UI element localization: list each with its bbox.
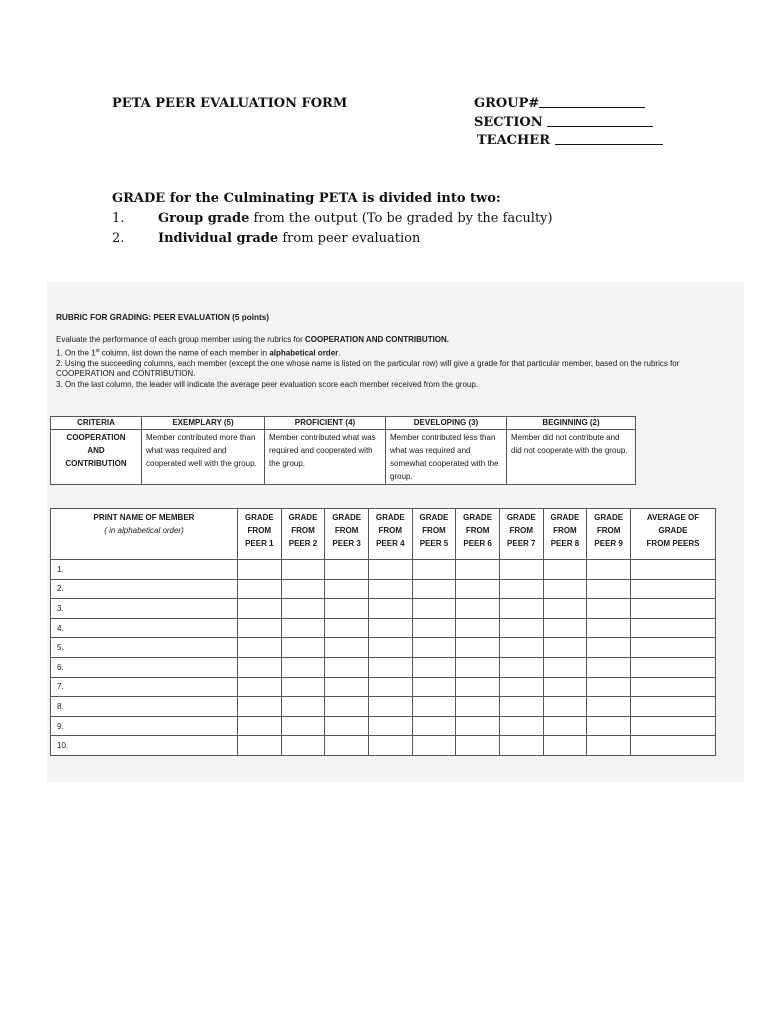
grade-item-bold: Individual grade [158,231,279,246]
instruction-text: Evaluate the performance of each group member using the rubrics for [56,335,306,344]
rubric-header: DEVELOPING (3) [386,417,507,430]
peer-grade-cell[interactable] [281,677,325,697]
grade-item [112,229,553,249]
peer-column-header [543,509,587,560]
criteria-cell [51,430,142,485]
table-row [51,736,716,756]
peer-header-line: FROM [465,526,490,535]
peer-grade-cell[interactable] [238,716,282,736]
group-field[interactable] [474,95,663,114]
peer-grade-cell[interactable] [325,579,369,599]
peer-grade-cell[interactable] [412,677,456,697]
member-name-cell[interactable]: 1. [51,560,238,580]
form-title: PETA PEER EVALUATION FORM [112,96,348,111]
criteria-line: AND [87,446,105,455]
peer-column-header [325,509,369,560]
peer-grade-cell[interactable] [412,736,456,756]
peer-header-line: FROM [247,526,272,535]
rubric-cell: Member contributed less than what was required and somewhat cooperated with the group. [386,430,507,485]
rubric-title: RUBRIC FOR GRADING: PEER EVALUATION (5 points) [56,313,270,322]
peer-grade-cell[interactable] [543,638,587,658]
peer-column-header [238,509,282,560]
peer-grade-cell[interactable] [543,657,587,677]
peer-grade-cell[interactable] [368,677,412,697]
peer-grade-cell[interactable] [587,677,631,697]
peer-grade-cell[interactable] [281,599,325,619]
peer-grade-cell[interactable] [499,560,543,580]
peer-grade-cell[interactable] [325,697,369,717]
peer-header-line: GRADE [419,513,449,522]
peer-grade-cell[interactable] [587,560,631,580]
peer-header-line: GRADE [594,513,624,522]
member-name-cell[interactable]: 4. [51,618,238,638]
peer-grade-cell[interactable] [456,560,500,580]
average-column-header [631,509,716,560]
peer-header-line: FROM [291,526,315,535]
member-name-cell[interactable]: 7. [51,677,238,697]
peer-grade-cell[interactable] [412,638,456,658]
peer-grade-cell[interactable] [238,599,282,619]
section-field[interactable] [474,114,663,133]
table-row [51,618,716,638]
name-header-sub: ( in alphabetical order) [104,526,184,535]
table-row [51,560,716,580]
table-row [51,579,716,599]
rubric-header: BEGINNING (2) [507,417,636,430]
teacher-label: TEACHER [477,133,551,148]
peer-grade-cell[interactable] [543,579,587,599]
grade-info [112,189,553,249]
rubric-row [51,430,636,485]
peer-grade-cell[interactable] [325,736,369,756]
peer-grade-cell[interactable] [543,560,587,580]
peer-grade-cell[interactable] [281,579,325,599]
instruction-bold: alphabetical order [269,348,339,358]
peer-grade-cell[interactable] [325,560,369,580]
peer-header-line: PEER 1 [245,539,274,548]
peer-header-line: FROM [422,526,446,535]
peer-grade-cell[interactable] [412,579,456,599]
average-grade-cell[interactable] [631,579,716,599]
grade-item-number: 2. [112,231,125,246]
peer-grade-cell[interactable] [238,618,282,638]
teacher-blank[interactable] [555,134,663,145]
peer-grade-cell[interactable] [412,716,456,736]
instruction-sup: st [95,347,100,354]
peer-grade-cell[interactable] [456,736,500,756]
member-name-cell[interactable]: 9. [51,716,238,736]
peer-grade-cell[interactable] [325,677,369,697]
peer-grade-cell[interactable] [368,579,412,599]
average-grade-cell[interactable] [631,599,716,619]
peer-column-header [587,509,631,560]
peer-header-line: PEER 2 [288,539,318,548]
peer-grade-cell[interactable] [281,638,325,658]
peer-grade-cell[interactable] [499,579,543,599]
peer-grade-cell[interactable] [281,697,325,717]
table-row [51,657,716,677]
peer-grade-cell[interactable] [368,736,412,756]
peer-grade-cell[interactable] [238,736,282,756]
peer-grade-cell[interactable] [238,560,282,580]
member-name-cell[interactable]: 2. [51,579,238,599]
peer-grade-cell[interactable] [238,677,282,697]
peer-column-header [499,509,543,560]
peer-grade-cell[interactable] [368,657,412,677]
table-row [51,599,716,619]
peer-header-line: FROM [596,526,621,535]
rubric-instructions [56,335,728,391]
peer-grade-cell[interactable] [543,599,587,619]
peer-grade-cell[interactable] [281,736,325,756]
peer-grade-cell[interactable] [499,638,543,658]
instruction-text: column, list down the name of each member in [99,348,270,358]
average-header-line: GRADE [658,526,688,535]
peer-header-line: GRADE [375,513,405,522]
rubric-header: EXEMPLARY (5) [142,417,265,430]
peer-grade-cell[interactable] [281,560,325,580]
peer-header-line: GRADE [332,513,362,522]
peer-grade-cell[interactable] [412,618,456,638]
instruction-text: 2. Using the succeeding columns, each member (except the one whose name is listed on the particular row) will give a grade for that particular member, based on the rubrics for COOPERATION and CONTRIBUTION. [56,358,680,379]
peer-grade-cell[interactable] [325,657,369,677]
form-fields [474,95,663,151]
grade-item-number: 1. [112,211,125,226]
peer-header-line: FROM [378,526,403,535]
table-row [51,716,716,736]
rubric-header-row [51,417,636,430]
peer-grade-cell[interactable] [587,697,631,717]
peer-grade-cell[interactable] [368,638,412,658]
peer-column-header [412,509,456,560]
name-column-header [51,509,238,560]
instruction-text: 1. On the 1 [56,348,96,358]
grade-item [112,209,553,229]
instruction-bold: COOPERATION AND CONTRIBUTION. [305,335,450,344]
average-grade-cell[interactable] [631,736,716,756]
peer-grade-cell[interactable] [499,618,543,638]
average-grade-cell[interactable] [631,618,716,638]
criteria-line: COOPERATION [66,433,126,442]
average-header-line: AVERAGE OF [646,513,700,522]
instruction-text: . [338,348,341,358]
average-grade-cell[interactable] [631,697,716,717]
peer-grade-cell[interactable] [368,716,412,736]
average-header-line: FROM PEERS [646,539,700,548]
rubric-header: PROFICIENT (4) [265,417,386,430]
peer-header-line: GRADE [288,513,318,522]
peer-grade-cell[interactable] [412,697,456,717]
peer-grade-cell[interactable] [238,579,282,599]
peer-grade-cell[interactable] [456,716,500,736]
table-row [51,677,716,697]
peer-header-line: GRADE [244,513,274,522]
group-blank[interactable] [539,97,645,108]
peer-header-line: FROM [553,526,577,535]
peer-grade-cell[interactable] [368,599,412,619]
peer-grade-cell[interactable] [281,716,325,736]
peer-grade-cell[interactable] [456,657,500,677]
peer-grade-cell[interactable] [281,657,325,677]
peer-header-line: PEER 5 [419,539,449,548]
peer-column-header [281,509,325,560]
average-grade-cell[interactable] [631,677,716,697]
peer-grade-cell[interactable] [456,677,500,697]
peer-grade-cell[interactable] [499,716,543,736]
peer-grade-cell[interactable] [281,618,325,638]
peer-grade-cell[interactable] [543,618,587,638]
peer-grade-cell[interactable] [587,716,631,736]
peer-grade-cell[interactable] [587,657,631,677]
section-label: SECTION [474,114,543,130]
peer-grade-cell[interactable] [587,736,631,756]
rubric-cell: Member did not contribute and did not cooperate with the group. [507,430,636,485]
average-grade-cell[interactable] [631,716,716,736]
peer-header-line: PEER 8 [550,539,580,548]
peer-grade-cell[interactable] [368,560,412,580]
member-name-cell[interactable]: 5. [51,638,238,658]
peer-header-line: PEER 9 [594,539,623,548]
peer-grade-cell[interactable] [587,638,631,658]
instruction-text: 3. On the last column, the leader will indicate the average peer evaluation score each member received from the group. [56,380,479,390]
peer-grade-cell[interactable] [456,697,500,717]
rubric-cell: Member contributed what was required and cooperated with the group. [265,430,386,485]
peer-header-line: PEER 4 [376,539,405,548]
peer-grade-cell[interactable] [587,618,631,638]
peer-header-line: GRADE [463,513,493,522]
peer-grade-cell[interactable] [499,599,543,619]
peer-grade-cell[interactable] [543,736,587,756]
peer-grade-cell[interactable] [412,560,456,580]
peer-grade-cell[interactable] [587,579,631,599]
criteria-line: CONTRIBUTION [65,459,127,468]
peer-grade-cell[interactable] [412,657,456,677]
rubric-scan [47,282,744,782]
peer-grade-cell[interactable] [368,697,412,717]
rubric-table [50,416,636,485]
peer-grade-table [50,508,716,756]
peer-grade-cell[interactable] [325,599,369,619]
peer-grade-cell[interactable] [325,638,369,658]
average-grade-cell[interactable] [631,560,716,580]
peer-header-line: GRADE [550,513,580,522]
peer-grade-cell[interactable] [368,618,412,638]
teacher-field[interactable] [474,132,663,151]
peer-grade-cell[interactable] [499,736,543,756]
rubric-header: CRITERIA [51,417,142,430]
average-grade-cell[interactable] [631,638,716,658]
peer-column-header [368,509,412,560]
peer-grade-cell[interactable] [499,677,543,697]
peer-header-line: FROM [509,526,534,535]
peer-grade-cell[interactable] [456,638,500,658]
peer-grade-cell[interactable] [543,677,587,697]
peer-grade-cell[interactable] [456,618,500,638]
peer-grade-cell[interactable] [325,618,369,638]
peer-grade-cell[interactable] [238,638,282,658]
peer-grade-cell[interactable] [499,697,543,717]
grade-item-bold: Group grade [158,211,250,226]
peer-header-line: GRADE [506,513,536,522]
grade-info-lead: GRADE for the Culminating PETA is divided into two: [112,191,501,206]
member-name-cell[interactable]: 10. [51,736,238,756]
peer-header-line: FROM [334,526,359,535]
peer-grade-cell[interactable] [543,697,587,717]
peer-header-row [51,509,716,560]
peer-grade-cell[interactable] [456,579,500,599]
peer-grade-cell[interactable] [238,697,282,717]
name-header-label: PRINT NAME OF MEMBER [93,513,195,522]
average-grade-cell[interactable] [631,657,716,677]
table-row [51,638,716,658]
member-name-cell[interactable]: 6. [51,657,238,677]
peer-column-header [456,509,500,560]
peer-grade-cell[interactable] [238,657,282,677]
member-name-cell[interactable]: 8. [51,697,238,717]
peer-header-line: PEER 7 [507,539,536,548]
group-label: GROUP# [474,96,540,111]
peer-grade-cell[interactable] [543,716,587,736]
section-blank[interactable] [547,116,653,127]
peer-grade-cell[interactable] [325,716,369,736]
peer-header-line: PEER 6 [463,539,492,548]
peer-grade-cell[interactable] [499,657,543,677]
member-name-cell[interactable]: 3. [51,599,238,619]
peer-grade-cell[interactable] [412,599,456,619]
peer-header-line: PEER 3 [332,539,361,548]
grade-item-text: from peer evaluation [278,231,421,246]
rubric-cell: Member contributed more than what was required and cooperated well with the group. [142,430,265,485]
table-row [51,697,716,717]
grade-item-text: from the output (To be graded by the faculty) [249,211,553,226]
peer-grade-cell[interactable] [456,599,500,619]
peer-grade-cell[interactable] [587,599,631,619]
